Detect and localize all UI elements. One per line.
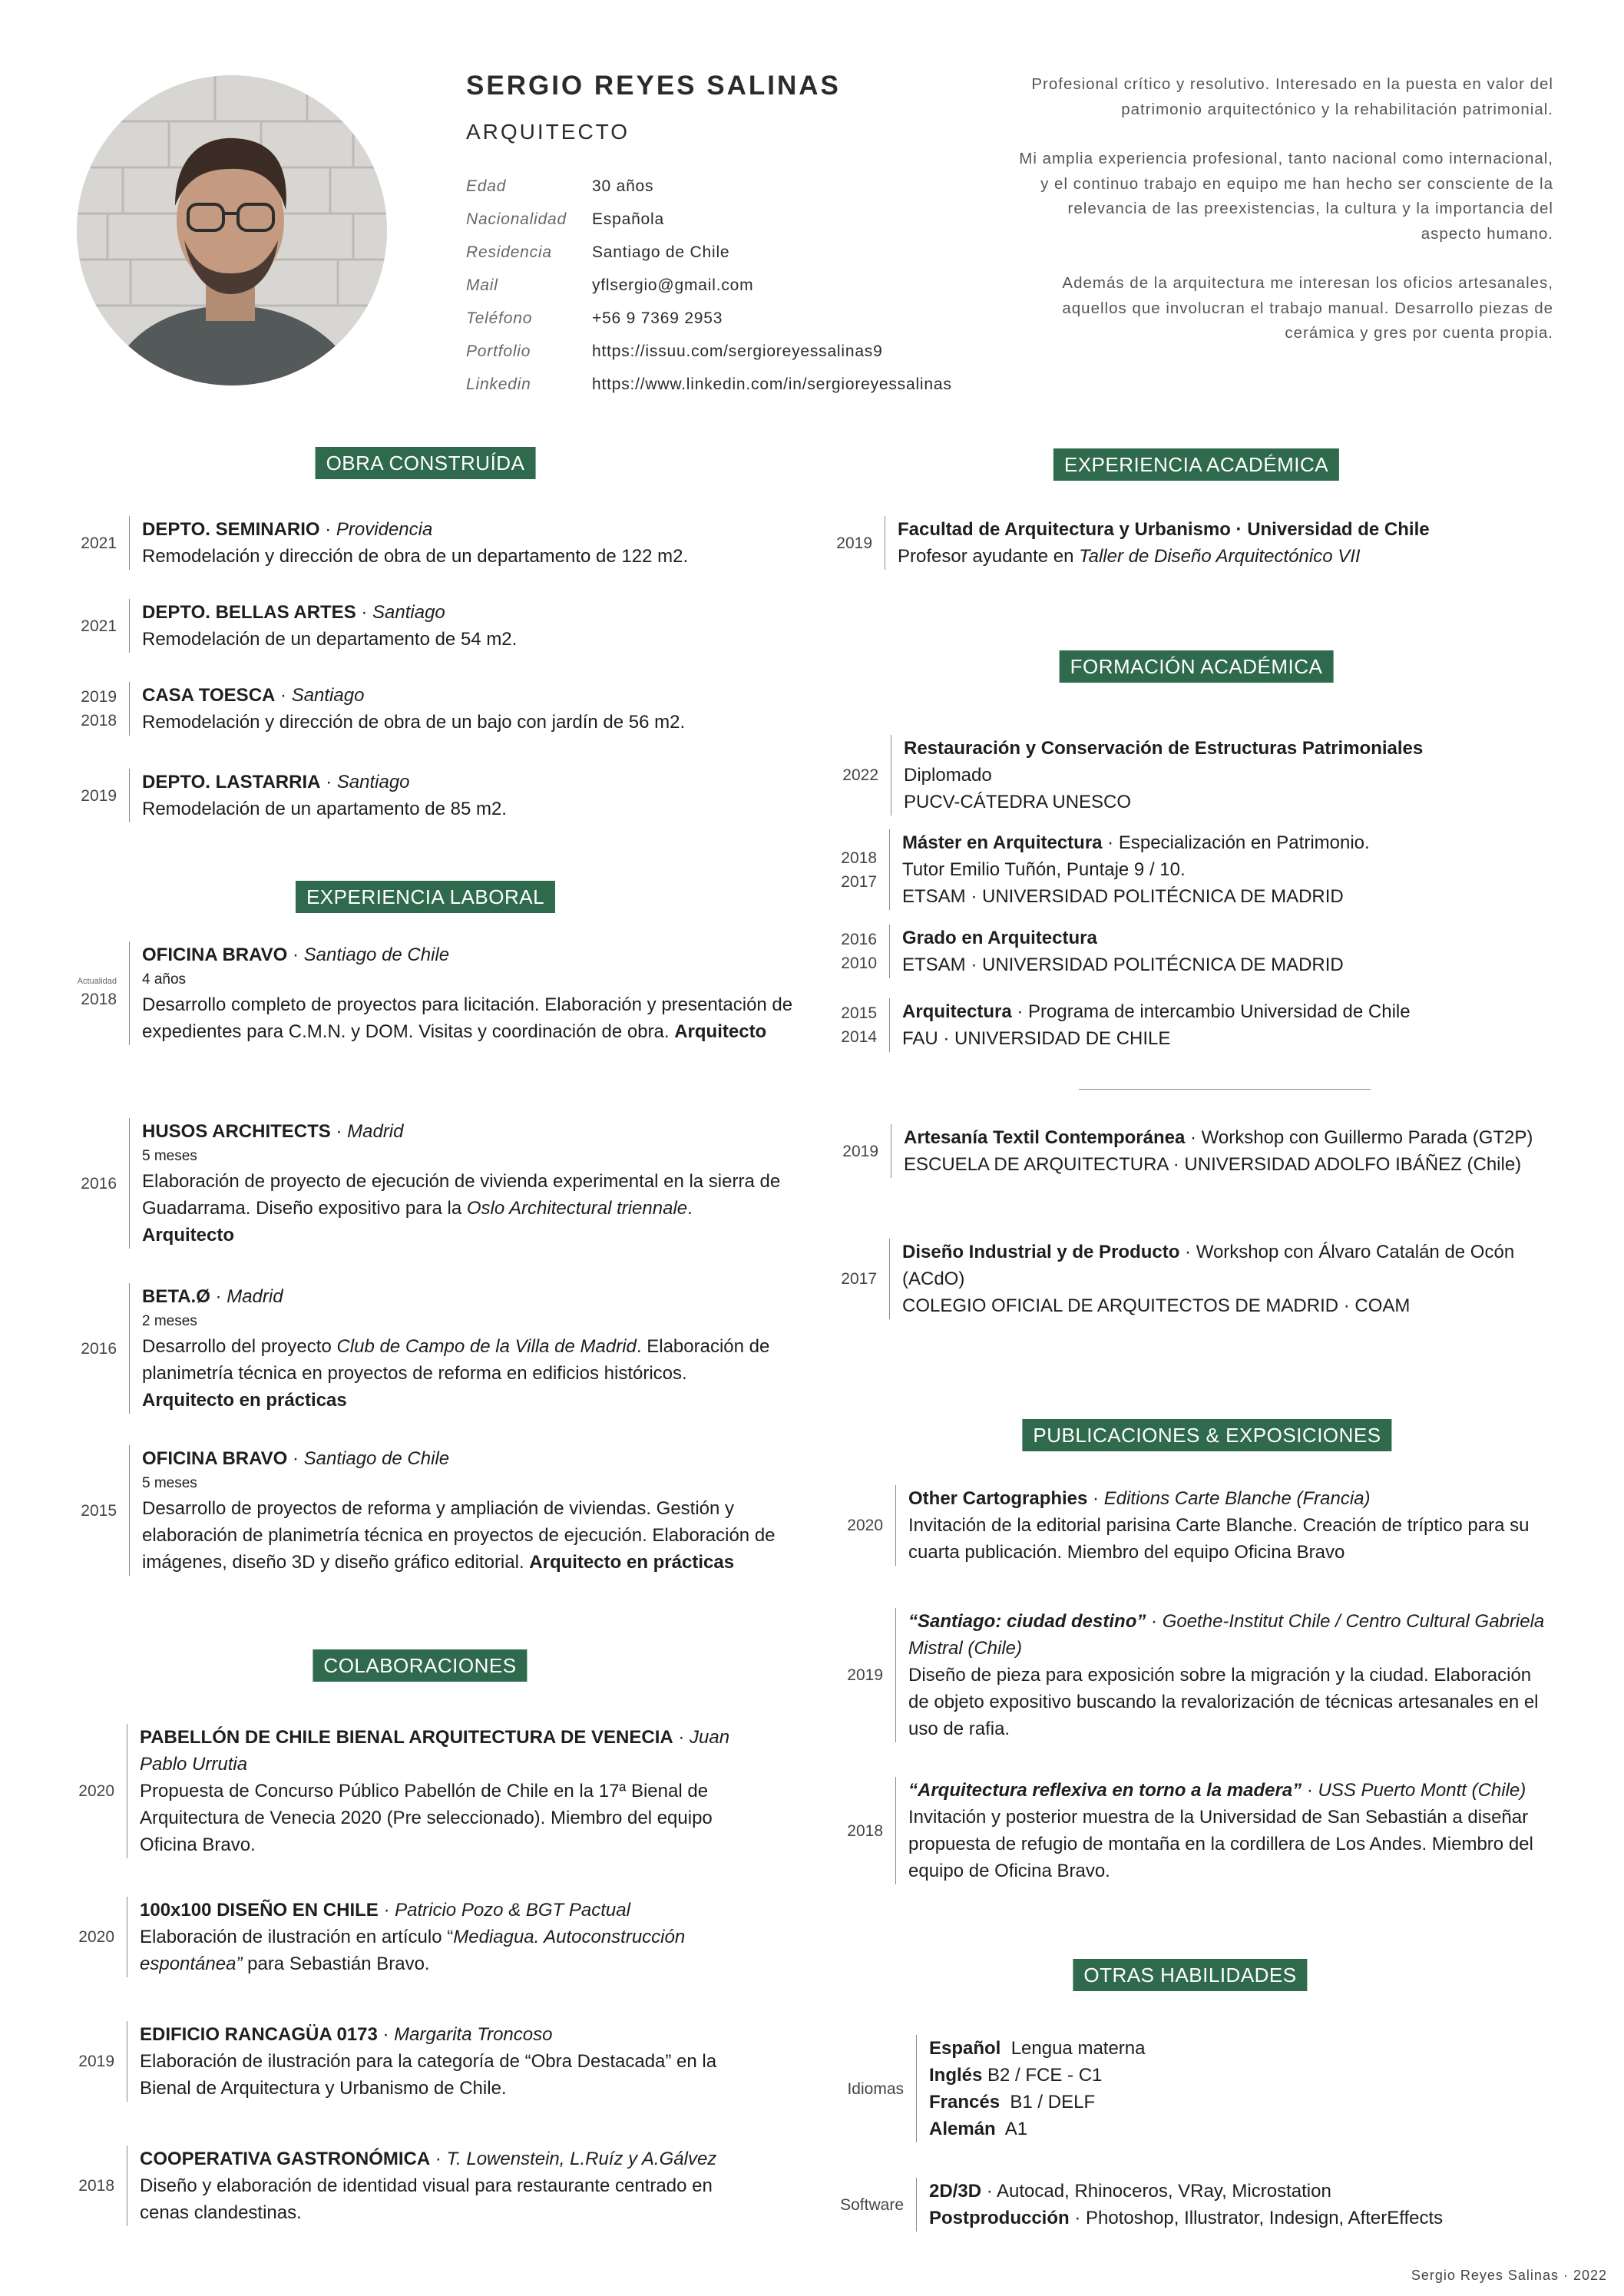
- publication-entry: [0, 1608, 1553, 1742]
- info-value: Santiago de Chile: [592, 243, 730, 261]
- language-level: B2 / FCE - C1: [982, 2065, 1103, 2086]
- linkedin-link[interactable]: https://www.linkedin.com/in/sergioreyessalinas: [592, 375, 952, 393]
- entry-year: 2015: [81, 1501, 117, 1520]
- entry-role: Arquitecto: [674, 1021, 767, 1042]
- entry-year: 2020: [847, 1517, 883, 1534]
- entry-role: Arquitecto: [142, 1225, 234, 1246]
- entry-desc: Remodelación y dirección de obra de un departamento de 122 m2.: [142, 546, 689, 567]
- entry-desc: Elaboración de ilustración para la categoría de “Obra Destacada” en la Bienal de Arquitectura y Urbanismo de Chile.: [140, 2051, 717, 2099]
- entry-place: Juan Pablo Urrutia: [140, 1727, 730, 1775]
- entry-place: Goethe-Institut Chile / Centro Cultural Gabriela Mistral (Chile): [908, 1611, 1545, 1659]
- entry-sep: ·: [320, 772, 337, 792]
- entry-desc: Remodelación de un apartamento de 85 m2.: [142, 799, 507, 819]
- entry-desc: Desarrollo del proyecto: [142, 1336, 337, 1357]
- portrait-image: [77, 75, 387, 385]
- entry-desc: Remodelación de un departamento de 54 m2.: [142, 629, 518, 650]
- section-divider: [1079, 1089, 1371, 1090]
- entry-year: 2019: [81, 688, 117, 706]
- info-row-nationality: [466, 203, 952, 236]
- entry-desc: . Elaboración de planimetría técnica en proyectos de reforma en edificios históricos.: [142, 1336, 770, 1384]
- entry-desc: .: [687, 1198, 693, 1219]
- info-row-residence: [466, 236, 952, 269]
- language-name: Francés: [929, 2092, 1001, 2112]
- entry-name: “Santiago: ciudad destino”: [908, 1611, 1146, 1632]
- info-label: Linkedin: [466, 375, 531, 393]
- language-level: Lengua materna: [1001, 2038, 1146, 2059]
- entry-year: 2019: [842, 1142, 878, 1160]
- email-link[interactable]: yflsergio@gmail.com: [592, 276, 754, 294]
- entry-year: 2017: [841, 872, 877, 891]
- publication-entry: [0, 1777, 1553, 1884]
- entry-year: 2021: [81, 617, 117, 635]
- entry-name: Máster en Arquitectura: [902, 832, 1103, 853]
- language-level: B1 / DELF: [1000, 2092, 1096, 2112]
- entry-desc: Remodelación y dirección de obra de un bajo con jardín de 56 m2.: [142, 712, 686, 733]
- entry-desc: Invitación de la editorial parisina Carte Blanche. Creación de tríptico para su cuarta publicación. Miembro del equipo Oficina Bravo: [908, 1515, 1530, 1563]
- software-list: · Photoshop, Illustrator, Indesign, AfterEffects: [1069, 2208, 1444, 2228]
- entry-year: 2016: [841, 931, 877, 948]
- entry-name: PABELLÓN DE CHILE BIENAL ARQUITECTURA DE VENECIA: [140, 1727, 673, 1748]
- education-entry: [0, 829, 1563, 910]
- candidate-name: SERGIO REYES SALINAS: [466, 71, 841, 101]
- skills-label-languages: Idiomas: [847, 2079, 904, 2098]
- info-row-phone: [466, 302, 952, 335]
- entry-sep: ·: [1146, 1611, 1163, 1632]
- entry-sep: ·: [1087, 1488, 1104, 1509]
- entry-year: 2014: [841, 1028, 877, 1046]
- entry-place: T. Lowenstein, L.Ruíz y A.Gálvez: [446, 2149, 717, 2169]
- entry-name: DEPTO. LASTARRIA: [142, 772, 321, 792]
- workshop-entry: [0, 1124, 1564, 1178]
- entry-place: Madrid: [227, 1286, 283, 1307]
- entry-name: Artesanía Textil Contemporánea: [904, 1127, 1186, 1148]
- section-title-habilidades: OTRAS HABILIDADES: [1073, 1959, 1307, 1991]
- entry-place: Santiago de Chile: [303, 1448, 450, 1469]
- entry-year: 2018: [841, 849, 877, 867]
- entry-desc-italic: Taller de Diseño Arquitectónico VII: [1079, 546, 1361, 567]
- section-title-colab: COLABORACIONES: [313, 1649, 527, 1682]
- language-name: Inglés: [929, 2065, 983, 2086]
- entry-sep: ·: [356, 602, 373, 623]
- entry-sep: ·: [287, 1448, 304, 1469]
- entry-sep: ·: [673, 1727, 690, 1748]
- software-list: · Autocad, Rhinoceros, VRay, Microstation: [981, 2181, 1331, 2202]
- entry-place: Patricio Pozo & BGT Pactual: [395, 1900, 630, 1921]
- entry-place: Santiago: [372, 602, 445, 623]
- entry-desc: para Sebastián Bravo.: [242, 1954, 430, 1974]
- section-title-academica: EXPERIENCIA ACADÉMICA: [1053, 448, 1339, 481]
- section-title-formacion: FORMACIÓN ACADÉMICA: [1060, 650, 1334, 683]
- entry-name: Other Cartographies: [908, 1488, 1088, 1509]
- profile-photo: [77, 75, 387, 385]
- entry-line: Diplomado: [904, 765, 992, 786]
- bio-paragraph: Además de la arquitectura me interesan los oficios artesanales, aquellos que involucran el trabajo manual. Desarrollo piezas de cerámica y gres por cuenta propia.: [1062, 274, 1553, 342]
- info-label: Nacionalidad: [466, 210, 567, 228]
- entry-desc: Desarrollo completo de proyectos para licitación. Elaboración y presentación de expedientes para C.M.N. y DOM. Visitas y coordinación de obra.: [142, 994, 793, 1042]
- bio-paragraph: Mi amplia experiencia profesional, tanto nacional como internacional, y el continuo trabajo en equipo me han hecho ser consciente de la relevancia de las preexistencias, la cultura y la importancia del aspecto humano.: [1019, 150, 1553, 243]
- entry-sep: ·: [275, 685, 292, 706]
- entry-place: Madrid: [347, 1121, 404, 1142]
- entry-year: 2022: [842, 766, 878, 784]
- entry-place: Providencia: [336, 519, 433, 540]
- education-entry: [0, 735, 1564, 816]
- entry-place: Santiago: [336, 772, 410, 792]
- entry-desc: Propuesta de Concurso Público Pabellón de Chile en la 17ª Bienal de Arquitectura de Venecia 2020 (Pre seleccionado). Miembro del equipo Oficina Bravo.: [140, 1781, 713, 1855]
- entry-name: BETA.Ø: [142, 1286, 210, 1307]
- colab-entry: [0, 1897, 754, 1977]
- entry-line: ETSAM · UNIVERSIDAD POLITÉCNICA DE MADRID: [902, 886, 1344, 907]
- info-label: Residencia: [466, 243, 552, 261]
- entry-place: Editions Carte Blanche (Francia): [1103, 1488, 1371, 1509]
- entry-year: 2019: [78, 2053, 114, 2070]
- language-name: Español: [929, 2038, 1001, 2059]
- entry-name: Restauración y Conservación de Estructuras Patrimoniales: [904, 738, 1424, 759]
- entry-desc: Diseño de pieza para exposición sobre la migración y la ciudad. Elaboración de objeto expositivo buscando la revalorización de técnicas artesanales en el uso de rafia.: [908, 1665, 1539, 1739]
- entry-desc: Profesor ayudante en: [898, 546, 1080, 567]
- entry-sep: ·: [378, 1900, 395, 1921]
- entry-role: Arquitecto en prácticas: [142, 1390, 347, 1411]
- entry-name: Grado en Arquitectura: [902, 928, 1097, 948]
- entry-duration: 2 meses: [142, 1313, 197, 1329]
- obra-entry: [0, 599, 802, 653]
- section-title-publicaciones: PUBLICACIONES & EXPOSICIONES: [1022, 1419, 1391, 1451]
- candidate-role: ARQUITECTO: [466, 120, 630, 144]
- info-row-linkedin: [466, 368, 952, 401]
- portfolio-link[interactable]: https://issuu.com/sergioreyessalinas9: [592, 342, 883, 360]
- entry-rest: · Programa de intercambio Universidad de Chile: [1011, 1001, 1411, 1022]
- entry-line: FAU · UNIVERSIDAD DE CHILE: [902, 1028, 1171, 1049]
- entry-year: 2018: [81, 712, 117, 729]
- obra-entry: [0, 682, 802, 736]
- entry-sep: ·: [210, 1286, 227, 1307]
- entry-year: 2016: [81, 1339, 117, 1358]
- entry-place: Santiago de Chile: [303, 945, 450, 965]
- profile-summary: [1016, 72, 1553, 371]
- info-value: 30 años: [592, 177, 654, 195]
- entry-name: Facultad de Arquitectura y Urbanismo · Universidad de Chile: [898, 519, 1430, 540]
- entry-year: 2019: [847, 1666, 883, 1684]
- entry-rest: · Workshop con Guillermo Parada (GT2P): [1185, 1127, 1533, 1148]
- phone-link[interactable]: +56 9 7369 2953: [592, 309, 723, 327]
- entry-year: 2020: [78, 1782, 114, 1800]
- skills-label-software: Software: [840, 2195, 904, 2214]
- entry-year: 2018: [78, 2177, 114, 2195]
- info-label: Edad: [466, 177, 507, 195]
- entry-line: ESCUELA DE ARQUITECTURA · UNIVERSIDAD ADOLFO IBÁÑEZ (Chile): [904, 1154, 1522, 1175]
- info-label: Mail: [466, 276, 498, 294]
- entry-role: Arquitecto en prácticas: [529, 1552, 735, 1573]
- entry-duration: 5 meses: [142, 1148, 197, 1164]
- entry-sep: ·: [319, 519, 336, 540]
- entry-line: Tutor Emilio Tuñón, Puntaje 9 / 10.: [902, 859, 1186, 880]
- entry-place: USS Puerto Montt (Chile): [1318, 1780, 1526, 1801]
- entry-sep: ·: [1302, 1780, 1318, 1801]
- entry-desc-italic: Mediagua. Autoconstrucción espontánea”: [140, 1927, 686, 1974]
- entry-name: DEPTO. BELLAS ARTES: [142, 602, 356, 623]
- entry-sep: ·: [430, 2149, 447, 2169]
- entry-sep: ·: [377, 2024, 395, 2045]
- entry-desc: Desarrollo de proyectos de reforma y ampliación de viviendas. Gestión y elaboración de planimetría técnica en proyectos de ejecución. Elaboración de imágenes, diseño 3D y diseño gráfico editorial.: [142, 1498, 776, 1573]
- entry-name: 100x100 DISEÑO EN CHILE: [140, 1900, 379, 1921]
- entry-year: 2015: [841, 1004, 877, 1022]
- entry-rest: · Workshop con Álvaro Catalán de Ocón (ACdO): [902, 1242, 1515, 1289]
- section-title-laboral: EXPERIENCIA LABORAL: [296, 881, 555, 913]
- entry-year: 2019: [81, 786, 117, 805]
- info-row-mail: [466, 269, 952, 302]
- entry-place: Santiago: [291, 685, 365, 706]
- publication-entry: [0, 1485, 1553, 1566]
- entry-desc-italic: Club de Campo de la Villa de Madrid: [336, 1336, 637, 1357]
- entry-year: 2010: [841, 954, 877, 972]
- entry-year: 2018: [81, 991, 117, 1008]
- entry-place: Margarita Troncoso: [394, 2024, 553, 2045]
- education-entry: [0, 998, 1563, 1052]
- entry-desc: Elaboración de ilustración en artículo “: [140, 1927, 454, 1947]
- entry-year: 2018: [847, 1821, 883, 1840]
- language-level: A1: [995, 2119, 1028, 2139]
- entry-line: COLEGIO OFICIAL DE ARQUITECTOS DE MADRID · COAM: [902, 1295, 1411, 1316]
- entry-name: EDIFICIO RANCAGÜA 0173: [140, 2024, 378, 2045]
- entry-year: 2020: [78, 1928, 114, 1946]
- entry-desc: Elaboración de proyecto de ejecución de vivienda experimental en la sierra de Guadarrama. Diseño expositivo para la: [142, 1171, 781, 1219]
- entry-year: 2016: [81, 1174, 117, 1193]
- info-row-age: [466, 170, 952, 203]
- bio-paragraph: Profesional crítico y resolutivo. Interesado en la puesta en valor del patrimonio arquitectónico y la rehabilitación patrimonial.: [1031, 75, 1553, 118]
- entry-name: OFICINA BRAVO: [142, 1448, 288, 1469]
- entry-desc: Diseño y elaboración de identidad visual para restaurante centrado en cenas clandestinas.: [140, 2175, 713, 2223]
- software-block: [0, 2178, 1574, 2231]
- software-category: 2D/3D: [929, 2181, 982, 2202]
- languages-block: [0, 2035, 1574, 2142]
- entry-name: Arquitectura: [902, 1001, 1012, 1022]
- entry-year: 2019: [836, 534, 872, 552]
- info-label: Teléfono: [466, 309, 533, 327]
- entry-name: HUSOS ARCHITECTS: [142, 1121, 331, 1142]
- education-entry: [0, 925, 1563, 978]
- workshop-entry: [0, 1239, 1563, 1319]
- entry-name: Diseño Industrial y de Producto: [902, 1242, 1180, 1262]
- entry-name: DEPTO. SEMINARIO: [142, 519, 320, 540]
- entry-sep: ·: [330, 1121, 348, 1142]
- entry-sep: ·: [287, 945, 304, 965]
- entry-desc: Invitación y posterior muestra de la Universidad de San Sebastián a diseñar propuesta de refugio de montaña en la cordillera de Los Andes. Miembro del equipo de Oficina Bravo.: [908, 1807, 1533, 1881]
- academic-entry: [0, 516, 1558, 570]
- entry-name: “Arquitectura reflexiva en torno a la madera”: [908, 1780, 1302, 1801]
- info-row-portfolio: [466, 335, 952, 368]
- entry-name: CASA TOESCA: [142, 685, 276, 706]
- entry-name: COOPERATIVA GASTRONÓMICA: [140, 2149, 431, 2169]
- entry-desc-italic: Oslo Architectural triennale: [466, 1198, 688, 1219]
- entry-line: ETSAM · UNIVERSIDAD POLITÉCNICA DE MADRID: [902, 954, 1344, 975]
- info-value: Española: [592, 210, 664, 228]
- entry-duration: 5 meses: [142, 1475, 197, 1491]
- personal-info: [466, 170, 952, 401]
- software-category: Postproducción: [929, 2208, 1070, 2228]
- page-footer: Sergio Reyes Salinas · 2022: [1411, 2268, 1607, 2283]
- entry-name: OFICINA BRAVO: [142, 945, 288, 965]
- entry-year-label: Actualidad: [77, 977, 117, 986]
- section-title-obra: OBRA CONSTRUÍDA: [316, 447, 536, 479]
- entry-year: 2017: [841, 1270, 877, 1288]
- info-label: Portfolio: [466, 342, 531, 360]
- entry-duration: 4 años: [142, 971, 187, 988]
- entry-year: 2021: [81, 534, 117, 552]
- entry-line: PUCV-CÁTEDRA UNESCO: [904, 792, 1132, 812]
- entry-rest: · Especialización en Patrimonio.: [1102, 832, 1370, 853]
- language-name: Alemán: [929, 2119, 996, 2139]
